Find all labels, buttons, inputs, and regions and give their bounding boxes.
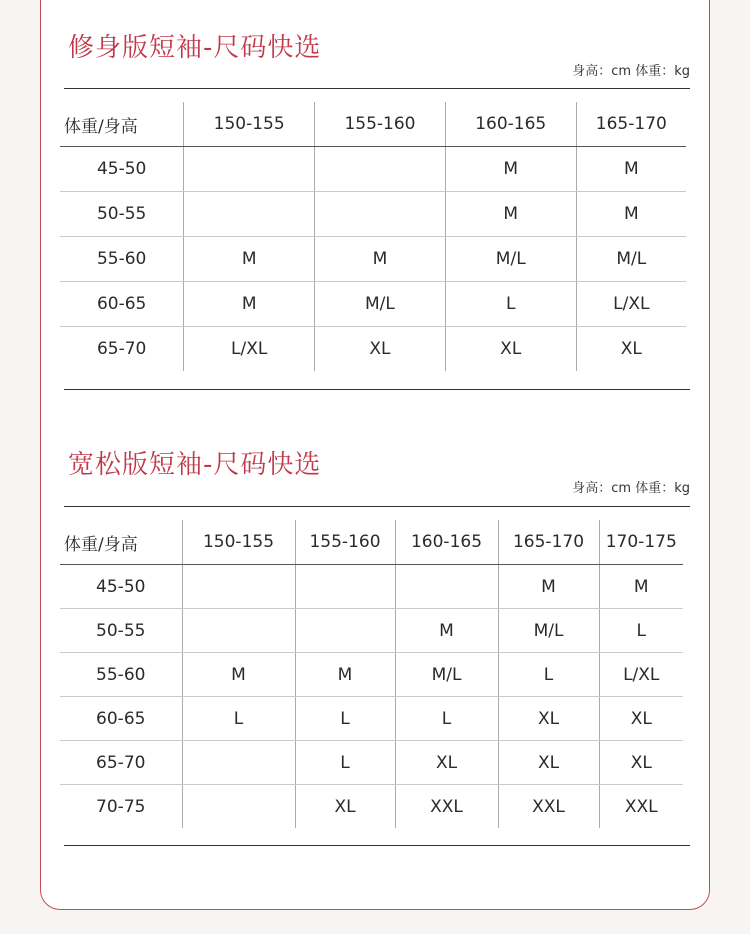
size-cell: M: [315, 237, 446, 282]
table-row: [60, 741, 683, 785]
weight-label: 65-70: [60, 741, 182, 785]
size-cell: L: [445, 282, 576, 327]
loose-fit-section: [64, 447, 690, 817]
weight-label: 55-60: [60, 237, 184, 282]
weight-label: 70-75: [96, 796, 146, 817]
slim-fit-size-table: [60, 102, 686, 371]
weight-label: 55-60: [60, 653, 182, 697]
table-row: [60, 609, 683, 653]
size-cell: XL: [315, 327, 446, 372]
weight-label: 50-55: [60, 192, 184, 237]
size-cell: L/XL: [599, 653, 683, 697]
size-cell: M: [184, 282, 315, 327]
size-cell: M: [498, 565, 599, 609]
size-cell: L: [395, 697, 498, 741]
size-cell: M/L: [576, 237, 686, 282]
corner-label: 体重/身高: [60, 102, 184, 147]
size-cell: M/L: [498, 609, 599, 653]
size-cell: M: [295, 653, 395, 697]
table-row: [60, 697, 683, 741]
size-cell: M: [445, 147, 576, 192]
weight-label: 60-65: [60, 697, 182, 741]
height-header: 160-165: [395, 520, 498, 565]
weight-label: 45-50: [60, 147, 184, 192]
size-cell: XL: [445, 327, 576, 372]
size-cell: [184, 147, 315, 192]
weight-label: 50-55: [60, 609, 182, 653]
loose-fit-bottom-rule: [64, 845, 690, 846]
size-cell: [182, 565, 295, 609]
size-cell: XL: [395, 741, 498, 785]
corner-label: 体重/身高: [60, 520, 182, 565]
table-row: [60, 653, 683, 697]
size-cell: M: [184, 237, 315, 282]
size-cell: L: [295, 697, 395, 741]
size-cell: [182, 741, 295, 785]
size-cell: L/XL: [576, 282, 686, 327]
size-cell: [184, 192, 315, 237]
size-cell: XL: [498, 697, 599, 741]
header-row: [60, 520, 683, 565]
table-row: [60, 237, 686, 282]
weight-label: 60-65: [60, 282, 184, 327]
size-cell: XL: [295, 785, 395, 829]
size-cell: [182, 785, 295, 829]
size-cell: M: [599, 565, 683, 609]
size-cell: L: [498, 653, 599, 697]
table-row: [60, 147, 686, 192]
table-row: [60, 565, 683, 609]
table-row: [60, 785, 683, 829]
size-cell: [315, 192, 446, 237]
size-cell: M: [445, 192, 576, 237]
header-row: [60, 102, 686, 147]
weight-label: 45-50: [60, 565, 182, 609]
size-cell: L: [295, 741, 395, 785]
size-cell: M/L: [445, 237, 576, 282]
size-cell: XXL: [498, 785, 599, 829]
size-cell: M: [182, 653, 295, 697]
table-row: [60, 327, 686, 372]
slim-fit-unit-note: 身高：cm 体重：kg: [572, 64, 690, 79]
size-cell: XL: [599, 741, 683, 785]
size-cell: XL: [599, 697, 683, 741]
loose-fit-unit-note: 身高：cm 体重：kg: [572, 481, 690, 496]
size-cell: XXL: [395, 785, 498, 829]
loose-fit-title: 宽松版短袖-尺码快选: [68, 450, 322, 480]
size-cell: M: [576, 192, 686, 237]
height-header: 155-160: [315, 102, 446, 147]
height-header: 165-170: [576, 102, 686, 147]
size-cell: M: [395, 609, 498, 653]
size-cell: L: [182, 697, 295, 741]
height-header: 150-155: [184, 102, 315, 147]
size-cell: [295, 565, 395, 609]
size-cell: [395, 565, 498, 609]
height-header: 165-170: [498, 520, 599, 565]
slim-fit-section: [64, 30, 690, 359]
loose-fit-size-table: [60, 520, 683, 828]
size-cell: L: [599, 609, 683, 653]
table-row: [60, 282, 686, 327]
size-cell: [315, 147, 446, 192]
height-header: 155-160: [295, 520, 395, 565]
height-header: 160-165: [445, 102, 576, 147]
table-row: [60, 192, 686, 237]
size-cell: XL: [576, 327, 686, 372]
slim-fit-bottom-rule: [64, 389, 690, 390]
size-cell: M: [576, 147, 686, 192]
slim-fit-title: 修身版短袖-尺码快选: [68, 33, 322, 63]
size-cell: XXL: [599, 785, 683, 829]
loose-fit-top-rule: [64, 506, 690, 507]
slim-fit-top-rule: [64, 88, 690, 89]
size-cell: M/L: [395, 653, 498, 697]
size-cell: M/L: [315, 282, 446, 327]
size-cell: [182, 609, 295, 653]
weight-label: 65-70: [96, 339, 147, 359]
size-cell: [295, 609, 395, 653]
size-cell: XL: [498, 741, 599, 785]
height-header: 150-155: [182, 520, 295, 565]
height-header: 170-175: [599, 520, 683, 565]
size-cell: L/XL: [184, 327, 315, 372]
